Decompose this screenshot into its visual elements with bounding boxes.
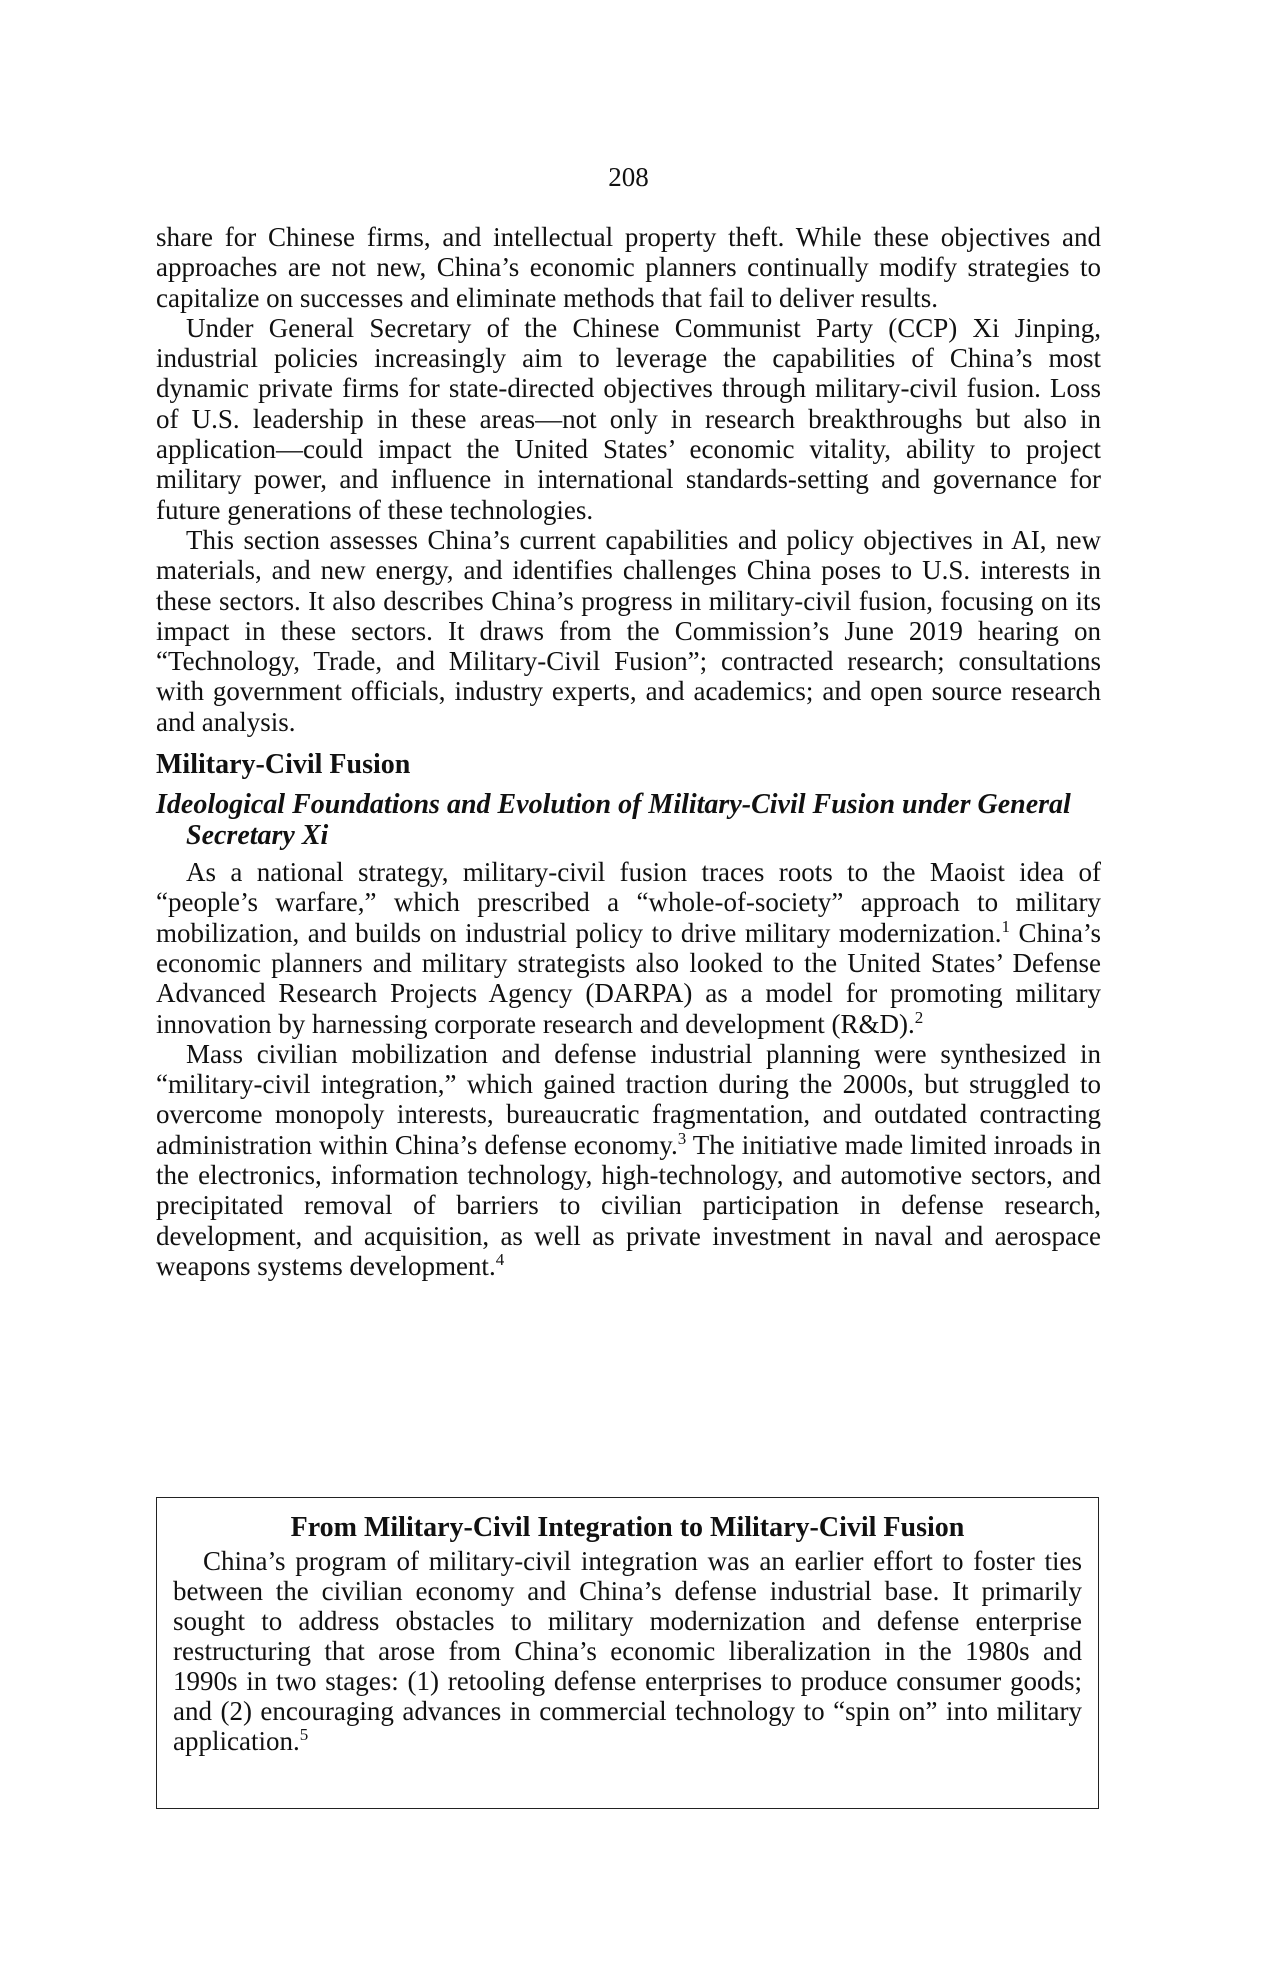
footnote-ref[interactable]: 2 [914,1007,924,1027]
box-text: China’s program of military-civil integration was an earlier effort to foster ties between the civilian economy and China’s defense industrial base. It primarily sought to address obstacles to military modernization and defense enterprise restructuring that arose from China’s economic liberalization in the 1980s and 1990s in two stages: (1) retooling defense enterprises to produce consumer goods; and (2) encouraging advances in commercial technology to “spin on” into military application. [173,1546,1082,1756]
box-paragraph [173,1546,1082,1756]
paragraph-text: As a national strategy, military-civil fusion traces roots to the Maoist idea of “people’s warfare,” which prescribed a “whole-of-society” approach to military mobilization, and builds on industrial policy to drive military modernization. [156,857,1101,948]
paragraph-national-strategy [156,857,1101,1039]
subsection-heading: Ideological Foundations and Evolution of Military-Civil Fusion under General Secretary Xi [156,789,1071,852]
page-number: 208 [608,162,649,192]
paragraph-continuation: share for Chinese firms, and intellectual property theft. While these objectives and approaches are not new, China’s economic planners continually modify strategies to capitalize on successes and eliminate methods that fail to deliver results. [156,222,1101,313]
footnote-ref[interactable]: 3 [677,1128,687,1148]
footnote-ref[interactable]: 5 [299,1725,309,1744]
box-title: From Military-Civil Integration to Military-Civil Fusion [290,1512,965,1543]
paragraph-text: Mass civilian mobilization and defense industrial planning were synthesized in “military-civil integration,” which gained traction during the 2000s, but struggled to overcome monopoly interests, bureaucratic fragmentation, and outdated contracting administration within China’s defense economy. [156,1038,1101,1160]
paragraph-xi-industrial-policy: Under General Secretary of the Chinese Communist Party (CCP) Xi Jinping, industrial policies increasingly aim to leverage the capabilities of China’s most dynamic private firms for state-directed objectives through military-civil fusion. Loss of U.S. leadership in these areas—not only in research breakthroughs but also in application—could impact the United States’ economic vitality, ability to project military power, and influence in international standards-setting and governance for future generations of these technologies. [156,312,1101,525]
paragraph-text: China’s economic planners and military strategists also looked to the United States’ Defense Advanced Research Projects Agency (DARPA) as a model for promoting military innovation by harnessing corporate research and development (R&D). [156,917,1101,1039]
paragraph-text: The initiative made limited inroads in the electronics, information technology, high-technology, and automotive sectors, and precipitated removal of barriers to civilian participation in defense research, development, and acquisition, as well as private investment in naval and aerospace weapons systems development. [156,1129,1101,1281]
footnote-ref[interactable]: 4 [495,1249,505,1269]
body-text [156,222,1101,1281]
paragraph-section-overview: This section assesses China’s current capabilities and policy objectives in AI, new materials, and new energy, and identifies challenges China poses to U.S. interests in these sectors. It also describes China’s progress in military-civil fusion, focusing on its impact in these sectors. It draws from the Commission’s June 2019 hearing on “Technology, Trade, and Military-Civil Fusion”; contracted research; consultations with government officials, industry experts, and academics; and open source research and analysis. [156,524,1101,737]
section-heading: Military-Civil Fusion [156,749,411,781]
sidebar-box [156,1497,1099,1809]
paragraph-civilian-mobilization [156,1039,1101,1281]
footnote-ref[interactable]: 1 [1001,916,1011,936]
